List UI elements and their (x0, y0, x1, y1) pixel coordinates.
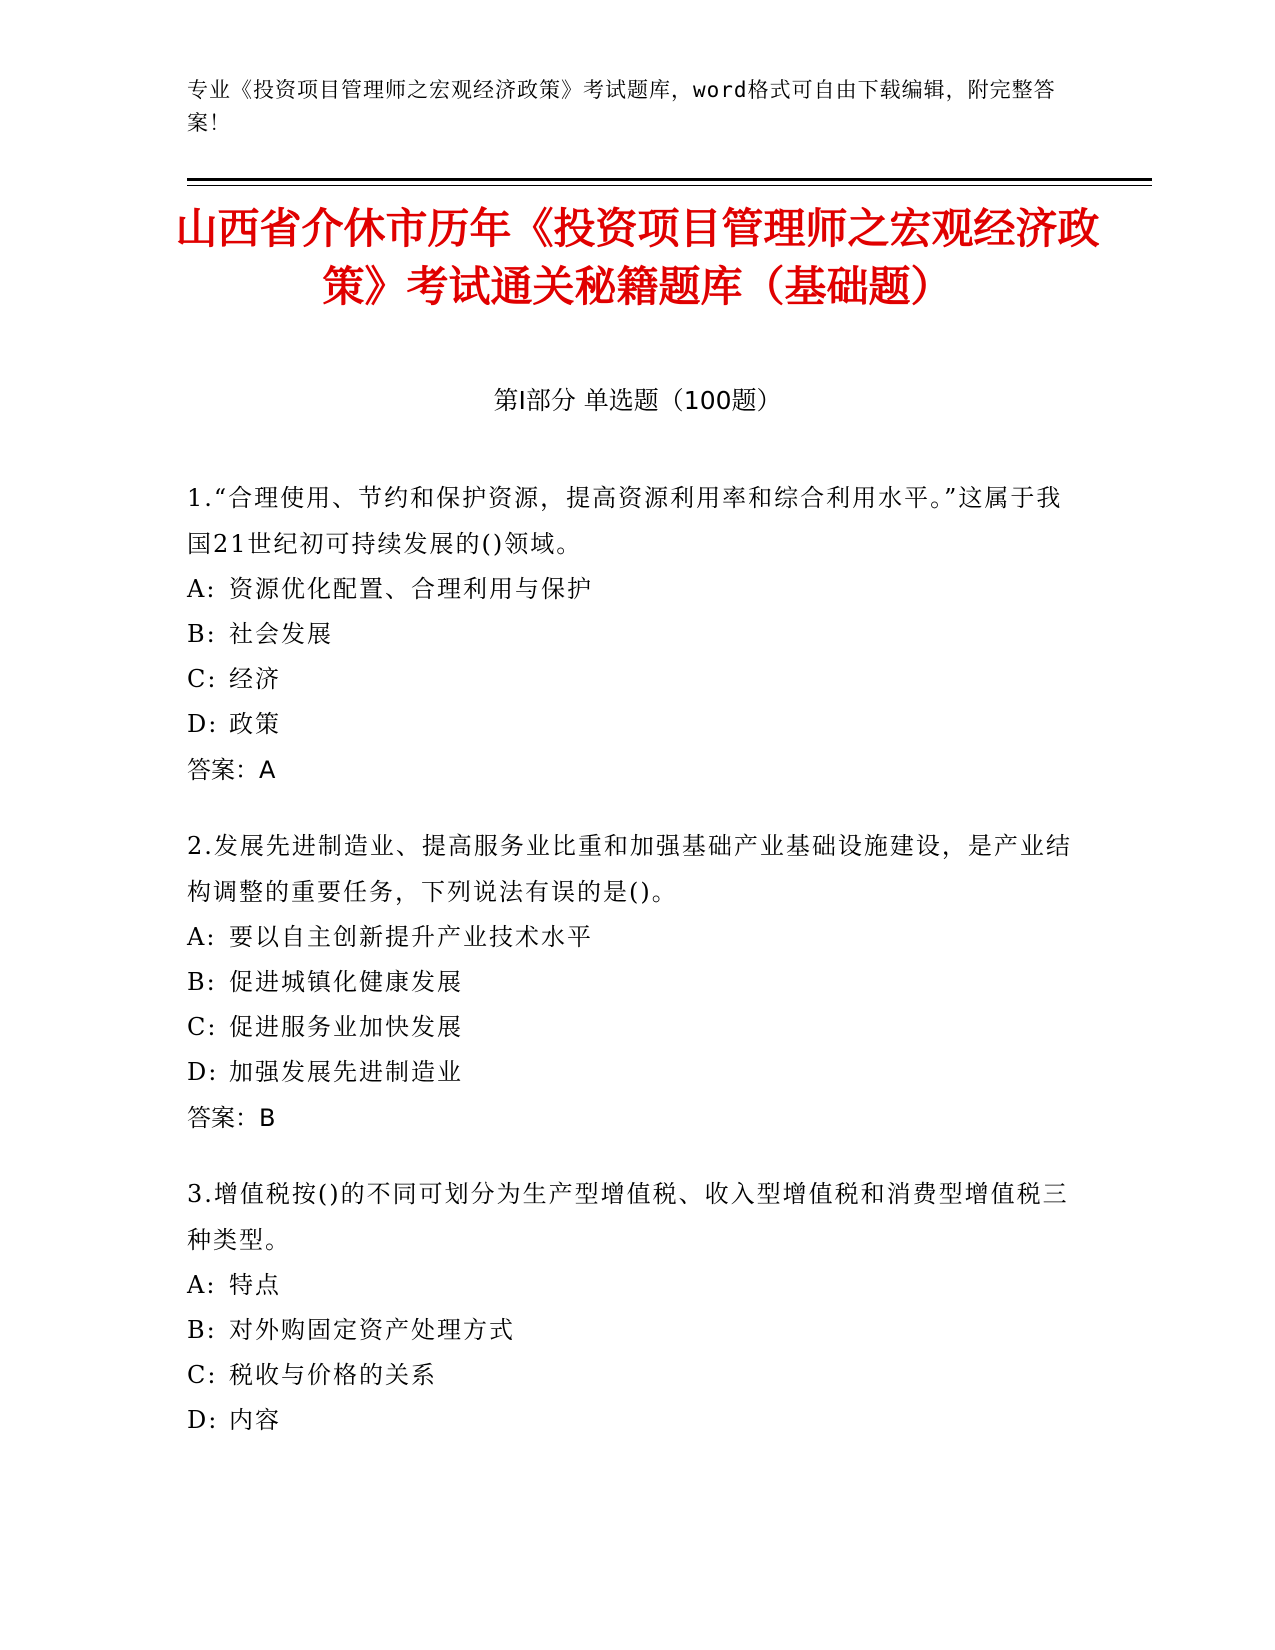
header-divider-thick (187, 178, 1152, 181)
option-d (187, 1398, 1087, 1443)
question-stem: 3.增值税按()的不同可划分为生产型增值税、收入型增值税和消费型增值税三种类型。 (187, 1180, 1069, 1254)
option-key: A: (187, 575, 217, 603)
answer-line: 答案：A (187, 756, 276, 784)
document-title: 山西省介休市历年《投资项目管理师之宏观经济政策》考试通关秘籍题库（基础题） (175, 204, 1100, 311)
option-text: 对外购固定资产处理方式 (229, 1316, 515, 1344)
question-item (187, 823, 1087, 1141)
header-divider-thin (187, 185, 1152, 186)
option-text: 经济 (229, 665, 281, 693)
option-text: 要以自主创新提升产业技术水平 (229, 923, 593, 951)
option-c (187, 1353, 1087, 1398)
option-b (187, 612, 1087, 657)
option-text: 社会发展 (229, 620, 333, 648)
question-list (187, 475, 1087, 1473)
option-key: A: (187, 923, 217, 951)
option-text: 加强发展先进制造业 (229, 1058, 463, 1086)
option-d (187, 1050, 1087, 1095)
option-a (187, 567, 1087, 612)
question-item (187, 1171, 1087, 1443)
section-heading: 第Ⅰ部分 单选题（100题） (493, 386, 782, 415)
option-text: 促进服务业加快发展 (229, 1013, 463, 1041)
option-key: A: (187, 1271, 217, 1299)
option-d (187, 702, 1087, 747)
option-key: B: (187, 620, 217, 648)
option-a (187, 1263, 1087, 1308)
option-key: C: (187, 1013, 218, 1041)
option-a (187, 915, 1087, 960)
answer-line: 答案：B (187, 1104, 276, 1132)
question-item (187, 475, 1087, 793)
option-key: C: (187, 1361, 218, 1389)
option-c (187, 1005, 1087, 1050)
option-key: B: (187, 1316, 217, 1344)
question-stem: 2.发展先进制造业、提高服务业比重和加强基础产业基础设施建设，是产业结构调整的重要任务，下列说法有误的是()。 (187, 832, 1072, 906)
header-note: 专业《投资项目管理师之宏观经济政策》考试题库，word格式可自由下载编辑，附完整答案！ (187, 78, 1056, 135)
option-text: 税收与价格的关系 (229, 1361, 437, 1389)
option-c (187, 657, 1087, 702)
option-key: D: (187, 1058, 219, 1086)
option-key: C: (187, 665, 218, 693)
option-text: 资源优化配置、合理利用与保护 (229, 575, 593, 603)
option-b (187, 960, 1087, 1005)
option-text: 特点 (229, 1271, 281, 1299)
option-text: 促进城镇化健康发展 (229, 968, 463, 996)
option-key: D: (187, 1406, 219, 1434)
option-key: B: (187, 968, 217, 996)
option-text: 内容 (229, 1406, 281, 1434)
option-key: D: (187, 710, 219, 738)
question-stem: 1.“合理使用、节约和保护资源，提高资源利用率和综合利用水平。”这属于我国21世纪初可持续发展的()领域。 (187, 484, 1063, 558)
option-b (187, 1308, 1087, 1353)
option-text: 政策 (229, 710, 281, 738)
